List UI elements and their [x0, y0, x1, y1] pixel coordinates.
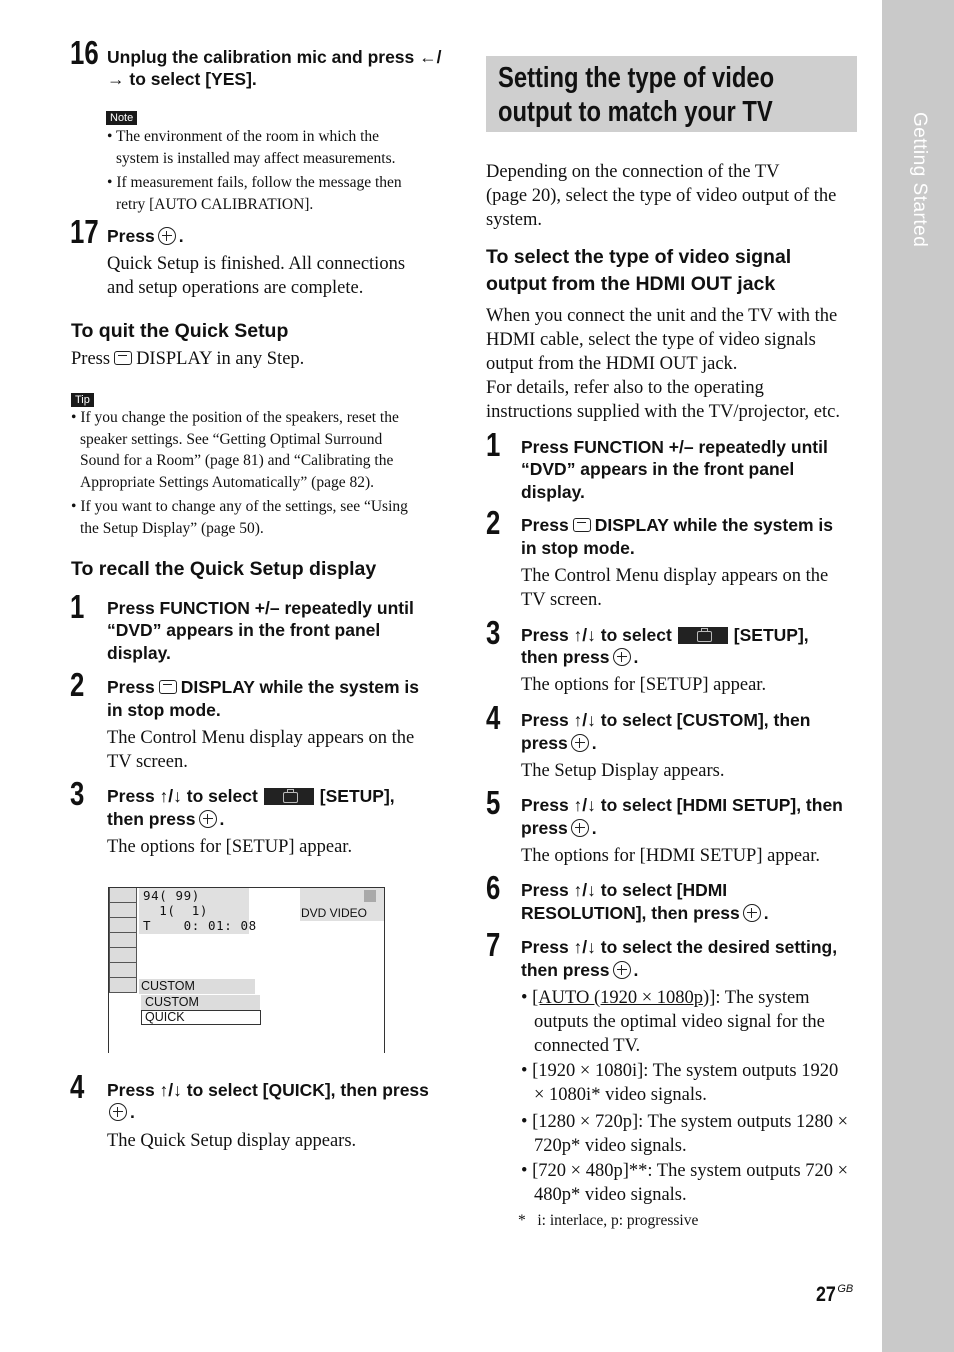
recall-step-2-body1: The Control Menu display appears on the	[107, 728, 415, 748]
option-720p: • [1280 × 720p]: The system outputs 1280 × 720p* video signals.	[521, 1112, 849, 1156]
step-number: 2	[70, 666, 85, 703]
enter-icon	[571, 734, 589, 752]
osd-disc-type: DVD VIDEO	[300, 888, 384, 921]
step-number: 2	[486, 504, 501, 541]
recall-step-4-line1: Press ↑/↓ to select [QUICK], then press	[107, 1080, 429, 1100]
step-number: 1	[486, 426, 501, 463]
step-number: 1	[70, 588, 85, 625]
step-17-body-line1: Quick Setup is finished. All connections	[107, 254, 406, 274]
hdmi-paragraph: When you connect the unit and the TV with the HDMI cable, select the type of video signals output from the HDMI OUT jack. For details, refer also to the operating instructions supplied with the TV/projector, etc.	[486, 306, 840, 422]
recall-step-2-line2: in stop mode.	[107, 700, 221, 720]
enter-icon	[199, 810, 217, 828]
step-number: 4	[486, 699, 501, 736]
hdmi-step-2-body1: The Control Menu display appears on the	[521, 566, 829, 586]
recall-step-4-line2: .	[107, 1101, 135, 1124]
hdmi-step-1-line2: “DVD” appears in the front panel	[521, 459, 795, 479]
enter-icon	[571, 819, 589, 837]
hdmi-step-5-line1: Press ↑/↓ to select [HDMI SETUP], then	[521, 795, 843, 815]
page-number: 27 $^{GB}$	[816, 1283, 854, 1306]
footnote: * i: interlace, p: progressive	[518, 1212, 699, 1229]
hdmi-step-1-line1: Press FUNCTION +/– repeatedly until	[521, 437, 828, 457]
hdmi-step-2-line1: Press DISPLAY while the system is	[521, 515, 833, 535]
quit-text: Press DISPLAY in any Step.	[71, 349, 305, 369]
recall-step-2-body2: TV screen.	[107, 752, 188, 772]
hdmi-step-3-line1: Press ↑/↓ to select [SETUP],	[521, 625, 809, 645]
section-title: Setting the type of video output to match your TV	[498, 62, 775, 128]
step-number: 17	[70, 213, 99, 250]
note-item-1: • The environment of the room in which the system is installed may affect measurements.	[107, 128, 396, 167]
side-section-tab	[882, 0, 954, 1352]
recall-step-1-line3: display.	[107, 643, 171, 663]
hdmi-step-1-line3: display.	[521, 482, 585, 502]
recall-step-3-line1: Press ↑/↓ to select [SETUP],	[107, 786, 395, 806]
step-17-body-line2: and setup operations are complete.	[107, 278, 364, 298]
hdmi-subheading: To select the type of video signal output from the HDMI OUT jack	[486, 246, 792, 295]
hdmi-step-2-body2: TV screen.	[521, 590, 602, 610]
tip-item-1: • If you change the position of the speakers, reset the speaker settings. See “Getting Optimal Surround Sound for a Room” (page 81) and “Calibrating the Appropriate Settings Automatically” (page 82).	[71, 409, 399, 491]
recall-step-4-body: The Quick Setup display appears.	[107, 1131, 357, 1151]
section-title-box	[486, 56, 857, 132]
recall-step-3-line2: then press .	[107, 809, 225, 829]
osd-icon-column	[109, 888, 138, 993]
osd-option-quick: QUICK	[141, 1010, 261, 1025]
recall-step-1-line1: Press FUNCTION +/– repeatedly until	[107, 598, 414, 618]
option-auto: • [AUTO (1920 × 1080p)]: The system outputs the optimal video signal for the connected TV.	[521, 988, 825, 1056]
enter-icon	[613, 648, 631, 666]
hdmi-step-6-line2: RESOLUTION], then press .	[521, 903, 769, 923]
setup-screen-illustration	[108, 887, 385, 1053]
option-1080i: • [1920 × 1080i]: The system outputs 1920 × 1080i* video signals.	[521, 1061, 839, 1105]
hdmi-step-2-line2: in stop mode.	[521, 538, 635, 558]
quit-heading: To quit the Quick Setup	[71, 320, 289, 342]
osd-playback-info: 94( 99) 1( 1) T 0: 01: 08	[139, 888, 249, 934]
osd-option-custom: CUSTOM	[141, 995, 260, 1010]
setup-toolbox-icon	[678, 627, 728, 644]
recall-step-2-line1: Press DISPLAY while the system is	[107, 677, 419, 697]
enter-icon	[743, 904, 761, 922]
hdmi-step-5-body: The options for [HDMI SETUP] appear.	[521, 846, 821, 866]
recall-heading: To recall the Quick Setup display	[71, 558, 377, 580]
step-number: 3	[486, 614, 501, 651]
hdmi-step-4-body: The Setup Display appears.	[521, 761, 725, 781]
setup-toolbox-icon	[264, 788, 314, 805]
note-label: Note	[106, 108, 137, 126]
hdmi-step-4-line1: Press ↑/↓ to select [CUSTOM], then	[521, 710, 811, 730]
display-icon	[573, 518, 591, 532]
display-icon	[114, 351, 132, 365]
hdmi-step-7-line2: then press .	[521, 960, 639, 980]
step-number: 3	[70, 775, 85, 812]
step-16-text-line2: → to select [YES].	[107, 69, 257, 89]
step-17-text: Press .	[107, 226, 184, 246]
enter-icon	[109, 1103, 127, 1121]
step-number: 4	[70, 1068, 85, 1105]
step-16-text-line1: Unplug the calibration mic and press ←/	[107, 47, 442, 67]
step-number: 7	[486, 926, 501, 963]
hdmi-step-5-line2: press .	[521, 818, 597, 838]
hdmi-step-4-line2: press .	[521, 733, 597, 753]
enter-icon	[613, 961, 631, 979]
enter-icon	[158, 227, 176, 245]
recall-step-1-line2: “DVD” appears in the front panel	[107, 620, 381, 640]
intro-paragraph: Depending on the connection of the TV (page 20), select the type of video output of the system.	[486, 162, 837, 230]
hdmi-step-6-line1: Press ↑/↓ to select [HDMI	[521, 880, 728, 900]
osd-option-custom-selected: CUSTOM	[139, 979, 255, 994]
hdmi-step-3-body: The options for [SETUP] appear.	[521, 675, 767, 695]
step-number: 5	[486, 784, 501, 821]
tip-label: Tip	[71, 390, 94, 408]
note-item-2: • If measurement fails, follow the message then retry [AUTO CALIBRATION].	[107, 174, 402, 213]
recall-step-3-body: The options for [SETUP] appear.	[107, 837, 353, 857]
hdmi-step-3-line2: then press .	[521, 647, 639, 667]
option-480p: • [720 × 480p]**: The system outputs 720 × 480p* video signals.	[521, 1161, 849, 1205]
step-number: 6	[486, 869, 501, 906]
tip-item-2: • If you want to change any of the settings, see “Using the Setup Display” (page 50).	[71, 498, 408, 537]
section-tab-label: Getting Started	[909, 112, 930, 248]
hdmi-step-7-line1: Press ↑/↓ to select the desired setting,	[521, 937, 838, 957]
step-number: 16	[70, 34, 99, 71]
display-icon	[159, 680, 177, 694]
